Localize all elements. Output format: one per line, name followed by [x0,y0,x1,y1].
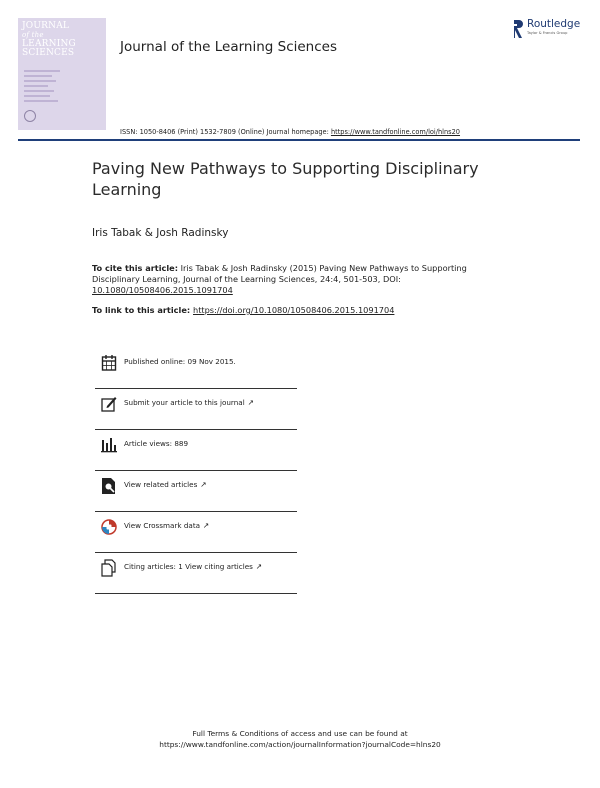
external-link-icon: ↗ [255,562,263,571]
published-online-row [95,348,297,389]
routledge-logo-icon [511,18,525,40]
submit-article-link[interactable] [124,398,254,407]
article-authors: Iris Tabak & Josh Radinsky [92,227,229,239]
cover-logo-icon [24,110,36,122]
journal-homepage-link[interactable]: https://www.tandfonline.com/loi/hlns20 [330,128,461,136]
cover-title [22,22,82,58]
header-divider [18,139,580,141]
submit-article-row[interactable] [95,389,297,430]
cover-title-line: of the [22,31,44,39]
citing-articles-link[interactable] [124,562,262,571]
submit-article-label: Submit your article to this journal [124,398,245,407]
crossmark-row[interactable] [95,512,297,553]
citation-doi-link[interactable]: 10.1080/10508406.2015.1091704 [92,285,233,295]
citing-articles-icon [101,559,117,577]
article-info-list [95,348,297,594]
external-link-icon: ↗ [200,480,207,489]
article-doi-link[interactable]: https://doi.org/10.1080/10508406.2015.1091704 [193,305,395,315]
article-link-block [92,305,394,315]
journal-title[interactable]: Journal of the Learning Sciences [120,39,337,55]
related-articles-row[interactable] [95,471,297,512]
article-link-label: To link to this article: [92,305,193,315]
article-views-text: Article views: 889 [124,439,189,448]
footer-terms-text: Full Terms & Conditions of access and use can be found at [192,729,408,738]
issn-line [120,128,460,136]
cover-decoration [24,70,64,105]
external-link-icon: ↗ [247,398,254,407]
citation-label: To cite this article: [92,263,178,273]
footer-terms-link[interactable]: https://www.tandfonline.com/action/journalInformation?journalCode=hlns20 [159,740,441,749]
related-articles-label: View related articles [124,480,198,489]
citation-block [92,263,512,296]
citing-articles-row[interactable] [95,553,297,594]
citing-articles-label: Citing articles: 1 View citing articles [124,562,253,571]
related-articles-icon [101,477,117,495]
publisher-tagline: Taylor & Francis Group [527,31,568,35]
publisher-name: Routledge [527,18,581,30]
publisher-logo [511,18,591,44]
cover-title-line: SCIENCES [22,48,75,58]
journal-cover-image [18,18,106,130]
cover-title-line: LEARNING [22,39,76,49]
crossmark-link[interactable] [124,521,209,530]
cover-title-line: JOURNAL [22,21,70,31]
published-online-text: Published online: 09 Nov 2015. [124,357,236,366]
related-articles-link[interactable] [124,480,207,489]
external-link-icon: ↗ [203,521,210,530]
article-title: Paving New Pathways to Supporting Disciplinary Learning [92,159,479,199]
issn-text: ISSN: 1050-8406 (Print) 1532-7809 (Online) Journal homepage: [120,128,331,136]
citation-text: Iris Tabak & Josh Radinsky (2015) Paving New Pathways to Supporting Disciplinary Learning, Journal of the Learning Sciences, 24:4, 501-503, DOI: [92,263,467,284]
crossmark-icon [101,518,117,536]
article-views-row [95,430,297,471]
calendar-icon [101,354,117,372]
submit-article-icon [101,395,117,413]
crossmark-label: View Crossmark data [124,521,201,530]
bar-chart-icon [101,436,117,454]
footer [0,728,600,750]
